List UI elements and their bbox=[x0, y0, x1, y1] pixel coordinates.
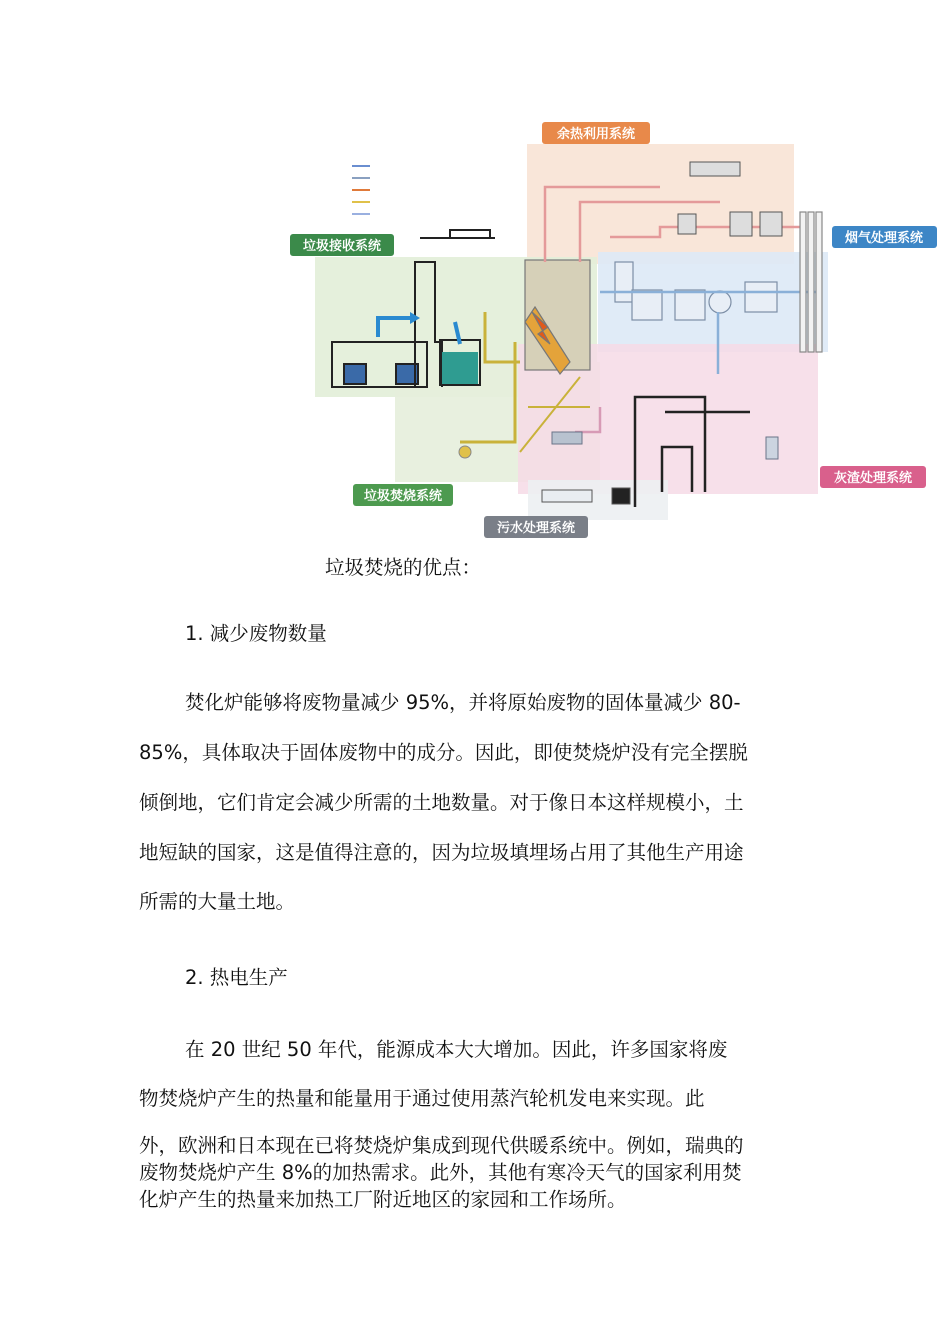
section-2-line-2: 物焚烧炉产生的热量和能量用于通过使用蒸汽轮机发电来实现。此 bbox=[139, 1087, 705, 1110]
figure-caption: 垃圾焚烧的优点： bbox=[325, 556, 482, 579]
section-2-line-1: 在 20 世纪 50 年代，能源成本大大增加。因此，许多国家将废 bbox=[185, 1038, 728, 1061]
section-2-line-4: 废物焚烧炉产生 8%的加热需求。此外，其他有寒冷天气的国家利用焚 bbox=[139, 1161, 742, 1184]
section-2-line-3: 外，欧洲和日本现在已将焚烧炉集成到现代供暖系统中。例如，瑞典的 bbox=[139, 1134, 744, 1157]
label-waste-heat-text: 余热利用系统 bbox=[556, 127, 636, 142]
furnace bbox=[525, 260, 590, 374]
label-wastewater-text: 污水处理系统 bbox=[496, 521, 576, 536]
section-1-line-5: 所需的大量土地。 bbox=[139, 890, 296, 913]
chimney bbox=[800, 212, 822, 352]
label-ash-text: 灰渣处理系统 bbox=[833, 471, 913, 486]
section-2-heading: 2. 热电生产 bbox=[185, 966, 288, 989]
section-1-line-2: 85%，具体取决于固体废物中的成分。因此，即使焚烧炉没有完全摆脱 bbox=[139, 741, 748, 764]
wastewater-equipment bbox=[542, 488, 630, 504]
section-2-line-5: 化炉产生的热量来加热工厂附近地区的家园和工作场所。 bbox=[139, 1188, 627, 1211]
section-1-line-1: 焚化炉能够将废物量减少 95%，并将原始废物的固体量减少 80- bbox=[185, 691, 741, 714]
section-1-line-4: 地短缺的国家，这是值得注意的，因为垃圾填埋场占用了其他生产用途 bbox=[139, 841, 744, 864]
waste-heat-zone bbox=[527, 144, 794, 264]
incineration-process-diagram bbox=[280, 112, 944, 550]
label-receiving-text: 垃圾接收系统 bbox=[302, 239, 382, 254]
label-incineration-text: 垃圾焚烧系统 bbox=[363, 489, 443, 504]
section-1-heading: 1. 减少废物数量 bbox=[185, 622, 327, 645]
diagram-legend bbox=[352, 166, 370, 214]
section-1-line-3: 倾倒地，它们肯定会减少所需的土地数量。对于像日本这样规模小，土 bbox=[139, 791, 744, 814]
label-flue-gas-text: 烟气处理系统 bbox=[844, 231, 924, 246]
